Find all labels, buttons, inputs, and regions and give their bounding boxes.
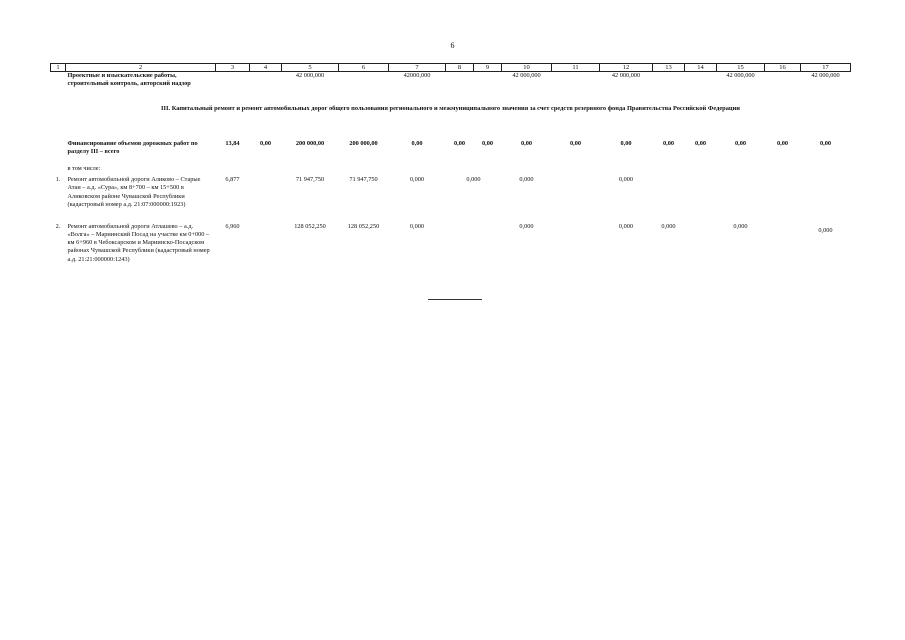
cell-value: 42000,000 xyxy=(403,72,431,79)
cell-value: 71 947,750 xyxy=(349,176,378,184)
cell-value: 128 052,250 xyxy=(347,222,380,230)
col-num-4: 4 xyxy=(250,64,282,72)
row-label: Ремонт автомобильной дороги Атлашево – а.д. «Волга» – Мариинский Посад на участке км 0+000 – км 6+960 в Чебоксарском и Мариинско-Посадском районах Чувашской Республики (кадастровый номер а.д. 21:21:000000:1243) xyxy=(67,222,210,263)
page-number: 6 xyxy=(450,41,455,50)
col-num-15: 15 xyxy=(717,64,765,72)
table-row-total xyxy=(51,140,851,156)
col-num-16: 16 xyxy=(765,64,801,72)
cell-value: 6,960 xyxy=(225,222,240,230)
cell-value: 0,000 xyxy=(519,176,534,184)
col-num-13: 13 xyxy=(653,64,685,72)
cell-value: 71 947,750 xyxy=(295,176,325,184)
budget-table xyxy=(50,63,851,264)
col-num-14: 14 xyxy=(685,64,717,72)
col-num-2: 2 xyxy=(66,64,216,72)
col-num-5: 5 xyxy=(282,64,339,72)
cell-value: 0,000 xyxy=(409,176,425,184)
col-num-7: 7 xyxy=(389,64,446,72)
col-num-9: 9 xyxy=(474,64,502,72)
including-label: в том числе: xyxy=(67,165,101,173)
end-divider xyxy=(428,299,482,300)
row-number: 1. xyxy=(55,176,61,184)
row-spacer xyxy=(51,209,851,223)
cell-value: 0,000 xyxy=(519,222,534,230)
cell-value: 0,000 xyxy=(818,226,833,234)
cell-value: 0,00 xyxy=(520,139,533,147)
col-num-3: 3 xyxy=(216,64,250,72)
col-num-8: 8 xyxy=(446,64,474,72)
table-row-item-2 xyxy=(51,223,851,264)
col-num-6: 6 xyxy=(339,64,389,72)
cell-value: 0,00 xyxy=(694,139,707,147)
cell-value: 0,00 xyxy=(620,139,632,147)
cell-value: 0,000 xyxy=(618,176,634,184)
cell-value: 6,877 xyxy=(225,176,240,184)
cell-value: 0,00 xyxy=(411,139,423,147)
table-row-design xyxy=(51,72,851,89)
cell-value: 0,00 xyxy=(776,139,789,147)
col-num-11: 11 xyxy=(552,64,600,72)
col-num-17: 17 xyxy=(801,64,851,72)
row-label: Финансирование объемов дорожных работ по разделу III – всего xyxy=(67,139,198,155)
cell-value: 0,00 xyxy=(259,139,272,147)
cell-value: 0,00 xyxy=(569,139,582,147)
cell-value: 0,00 xyxy=(819,139,832,147)
table-row-including xyxy=(51,156,851,176)
cell-value: 0,000 xyxy=(733,222,748,230)
cell-value: 0,00 xyxy=(734,139,747,147)
cell-value: 200 000,00 xyxy=(295,139,325,147)
cell-value: 0,00 xyxy=(662,139,675,147)
table-row-item-1 xyxy=(51,176,851,209)
cell-value: 42 000,000 xyxy=(726,72,755,79)
cell-value: 42 000,000 xyxy=(512,72,541,79)
column-number-header xyxy=(51,64,851,72)
cell-value: 42 000,000 xyxy=(295,72,325,79)
cell-value: 42 000,000 xyxy=(611,72,641,79)
cell-value: 0,000 xyxy=(466,176,481,184)
cell-value: 0,000 xyxy=(409,222,425,230)
cell-value: 0,000 xyxy=(618,222,634,230)
cell-value: 0,00 xyxy=(453,139,466,147)
section-title: III. Капитальный ремонт и ремонт автомобильных дорог общего пользования регионального и межмуниципального значения за счет средств резервного фонда Правительства Российской Федерации xyxy=(161,105,740,113)
cell-value: 42 000,000 xyxy=(811,72,840,79)
col-num-1: 1 xyxy=(51,64,66,72)
row-number: 2. xyxy=(55,222,61,230)
cell-value: 13,84 xyxy=(225,139,240,147)
cell-value: 200 000,00 xyxy=(349,139,378,147)
cell-value: 128 052,250 xyxy=(294,222,326,230)
cell-value: 0,00 xyxy=(481,139,494,147)
col-num-10: 10 xyxy=(502,64,552,72)
cell-value: 0,000 xyxy=(661,222,676,230)
col-num-12: 12 xyxy=(600,64,653,72)
row-label: Ремонт автомобильной дороги Аликово – Старые Атаи – а.д. «Сура», км 8+700 – км 15+500 в Аликовском районе Чувашской Республики (кадастровый номер а.д. 21:07:000000:1923) xyxy=(67,176,201,208)
row-label: Проектные и изыскательские работы, строительный контроль, авторский надзор xyxy=(67,72,191,88)
section-heading-row xyxy=(51,88,851,139)
